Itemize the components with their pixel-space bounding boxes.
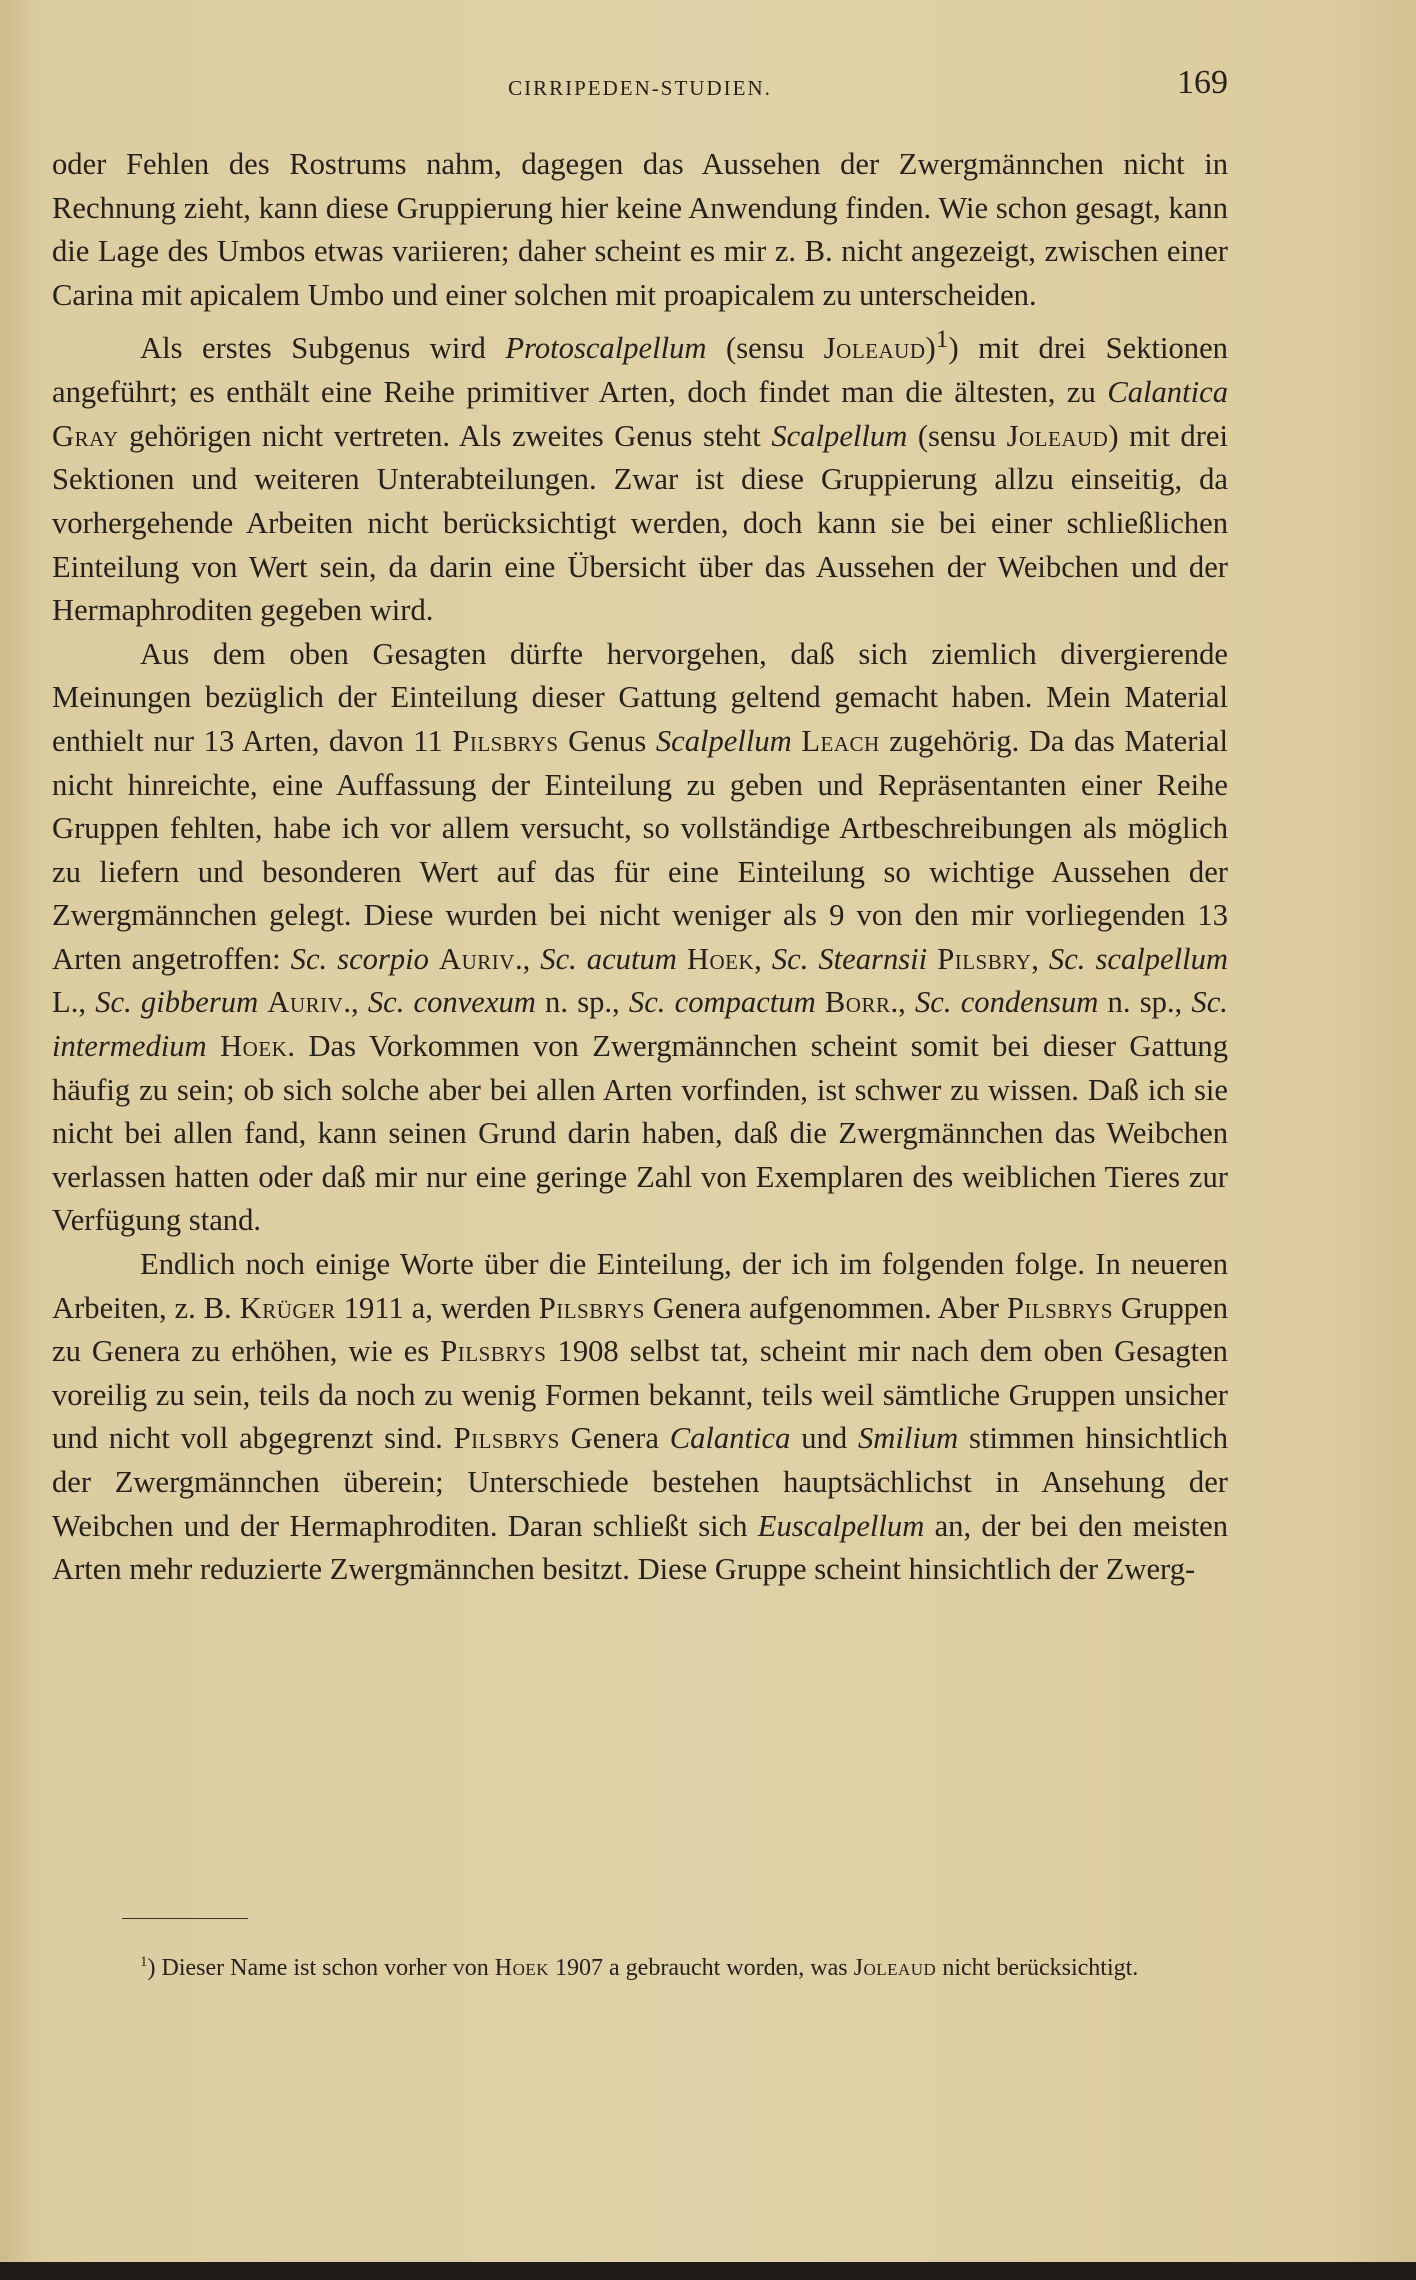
italic-term: Scalpellum bbox=[655, 723, 792, 758]
text-run: , bbox=[1031, 941, 1049, 976]
author-name: Auriv bbox=[439, 941, 515, 976]
italic-term: Calantica bbox=[669, 1421, 791, 1456]
text-run: Als erstes Subgenus wird bbox=[140, 331, 506, 366]
text-run: L., bbox=[52, 985, 96, 1020]
text-run: Aus dem oben Gesagten dürfte hervorgehen, daß sich ziemlich divergierende Meinungen bezüglich der Einteilung dieser Gattung geltend gemacht haben. Mein Material enthielt nur 13 Arten, davon 11 bbox=[52, 636, 1228, 758]
author-name: Krüger bbox=[239, 1290, 336, 1325]
paragraph bbox=[52, 143, 1228, 317]
text-run: Genus bbox=[558, 723, 656, 758]
text-run bbox=[816, 985, 825, 1019]
italic-term: Sc. acutum bbox=[540, 941, 677, 976]
italic-term: Sc. scorpio bbox=[290, 941, 429, 976]
text-run: ., bbox=[890, 985, 915, 1020]
text-run bbox=[207, 1029, 220, 1063]
author-name: Leach bbox=[801, 723, 880, 758]
page-header bbox=[52, 64, 1228, 120]
italic-term: Sc. compactum bbox=[628, 985, 816, 1020]
author-name: Joleaud bbox=[823, 331, 926, 366]
author-name: Pilsbrys bbox=[440, 1334, 547, 1369]
text-run: oder Fehlen des Rostrums nahm, dagegen das Aussehen der Zwergmännchen nicht in Rechnung zieht, kann diese Gruppierung hier keine Anwendung finden. Wie schon gesagt, kann die Lage des Umbos etwas variieren; daher scheint es mir z. B. nicht angezeigt, zwischen einer Carina mit apicalem Umbo und einer solchen mit proapicalem zu unterscheiden. bbox=[52, 147, 1228, 312]
text-run: stimmen hinsichtlich der Zwergmännchen überein; Unterschiede bestehen hauptsächlichst in Ansehung der Weibchen und der Hermaphroditen. Daran schließt sich bbox=[52, 1421, 1228, 1543]
scan-edge bbox=[0, 2262, 1416, 2280]
text-run: ) Dieser Name ist schon vorher von bbox=[147, 1955, 495, 1981]
text-run bbox=[258, 985, 267, 1019]
italic-term: Sc. intermedium bbox=[52, 985, 1228, 1064]
author-name: Borr bbox=[824, 985, 891, 1020]
text-run: (sensu bbox=[706, 331, 824, 366]
author-name: Pilsbrys bbox=[453, 1421, 560, 1456]
footnote-marker: 1 bbox=[140, 1954, 148, 1970]
italic-term: Sc. gibberum bbox=[95, 985, 259, 1020]
author-name: Pilsbry bbox=[937, 941, 1032, 976]
text-run bbox=[677, 942, 687, 976]
italic-term: Sc. condensum bbox=[914, 985, 1099, 1020]
footnote bbox=[52, 1945, 1228, 1986]
text-run: ) mit drei Sektionen und weiteren Unterabteilungen. Zwar ist diese Gruppierung allzu einseitig, da vorhergehende Arbeiten nicht berücksichtigt werden, doch kann sie bei einer schließlichen Einteilung von Wert sein, da darin eine Übersicht über das Aussehen der Weibchen und der Hermaphroditen gegeben wird. bbox=[52, 418, 1228, 628]
text-run: , bbox=[754, 941, 772, 976]
italic-term: Sc. convexum bbox=[367, 985, 536, 1020]
italic-term: Sc. Stearnsii bbox=[771, 941, 928, 976]
paragraph bbox=[52, 633, 1228, 1243]
italic-term: Smilium bbox=[857, 1421, 959, 1456]
text-run: n. sp., bbox=[1098, 985, 1192, 1020]
text-run: Genera aufgenommen. Aber bbox=[644, 1290, 1007, 1325]
text-run: n. sp., bbox=[535, 985, 629, 1020]
text-run bbox=[792, 724, 802, 758]
text-run: . Das Vorkommen von Zwergmännchen scheint somit bei dieser Gattung häufig zu sein; ob sich solche aber bei allen Arten vorfinden, ist schwer zu wissen. Daß ich sie nicht bei allen fand, kann seinen Grund darin haben, daß die Zwergmännchen das Weibchen verlassen hatten oder daß mir nur eine geringe Zahl von Exemplaren des weiblichen Tieres zur Verfügung stand. bbox=[52, 1029, 1228, 1238]
text-run: an, der bei den meisten Arten mehr reduzierte Zwergmännchen besitzt. Diese Gruppe scheint hinsichtlich der Zwerg- bbox=[52, 1508, 1228, 1587]
author-name: Pilsbrys bbox=[1006, 1290, 1114, 1325]
text-run: 1907 a gebraucht worden, was bbox=[549, 1955, 854, 1981]
author-name: Joleaud bbox=[1006, 418, 1109, 453]
running-title: CIRRIPEDEN-STUDIEN. bbox=[508, 76, 772, 100]
text-run: (sensu bbox=[907, 418, 1007, 453]
italic-term: Protoscalpellum bbox=[505, 331, 707, 366]
text-run: 1911 a, werden bbox=[335, 1290, 539, 1325]
author-name: Auriv bbox=[267, 985, 344, 1020]
footnote-rule bbox=[122, 1918, 248, 1919]
text-run: Genera bbox=[559, 1421, 670, 1456]
paragraph bbox=[52, 317, 1228, 632]
body-text bbox=[52, 143, 1228, 1592]
text-run: Gruppen zu Genera zu erhöhen, wie es bbox=[52, 1290, 1228, 1369]
text-run: ., bbox=[514, 941, 541, 976]
text-run: ., bbox=[343, 985, 368, 1020]
text-run: zugehörig. Da das Material nicht hinreichte, eine Auffassung der Einteilung zu geben und Repräsentanten einer Reihe Gruppen fehlten, habe ich vor allem versucht, so vollständige Artbeschreibungen als möglich zu liefern und besonderen Wert auf das für eine Einteilung so wichtige Aussehen der Zwergmännchen gelegt. Diese wurden bei nicht weniger als 9 von den mir vorliegenden 13 Arten angetroffen: bbox=[52, 723, 1228, 976]
author-name: Hoek bbox=[220, 1029, 288, 1064]
text-run bbox=[429, 942, 439, 976]
author-name: Pilsbrys bbox=[538, 1290, 645, 1325]
text-run: Endlich noch einige Worte über die Einteilung, der ich im folgenden folge. In neueren Arbeiten, z. B. bbox=[52, 1247, 1228, 1325]
text-run: nicht berücksichtigt. bbox=[936, 1955, 1139, 1981]
footnote-marker: 1 bbox=[935, 324, 949, 354]
italic-term: Euscalpellum bbox=[757, 1508, 925, 1543]
page-number: 169 bbox=[1177, 64, 1228, 101]
author-name: Joleaud bbox=[853, 1955, 937, 1981]
text-run: und bbox=[790, 1421, 858, 1456]
paragraph bbox=[52, 1243, 1228, 1592]
footnote-text bbox=[52, 1945, 1228, 1986]
author-name: Hoek bbox=[686, 941, 755, 976]
author-name: Hoek bbox=[494, 1955, 550, 1981]
text-run bbox=[927, 942, 937, 976]
text-run: 1908 selbst tat, scheint mir nach dem oben Gesagten voreilig zu sein, teils da noch zu wenig Formen bekannt, teils weil sämtliche Gruppen unsicher und nicht voll abgegrenzt sind. bbox=[52, 1334, 1228, 1456]
text-run: ) bbox=[925, 331, 936, 366]
italic-term: Sc. scalpellum bbox=[1048, 941, 1229, 976]
author-name: Gray bbox=[52, 418, 119, 453]
author-name: Pilsbrys bbox=[452, 723, 559, 758]
italic-term: Calantica bbox=[1107, 375, 1228, 410]
italic-term: Scalpellum bbox=[771, 418, 908, 453]
text-run: ) mit drei Sektionen angeführt; es enthält eine Reihe primitiver Arten, doch findet man die ältesten, zu bbox=[52, 331, 1228, 410]
text-run: gehörigen nicht vertreten. Als zweites Genus steht bbox=[118, 418, 772, 453]
